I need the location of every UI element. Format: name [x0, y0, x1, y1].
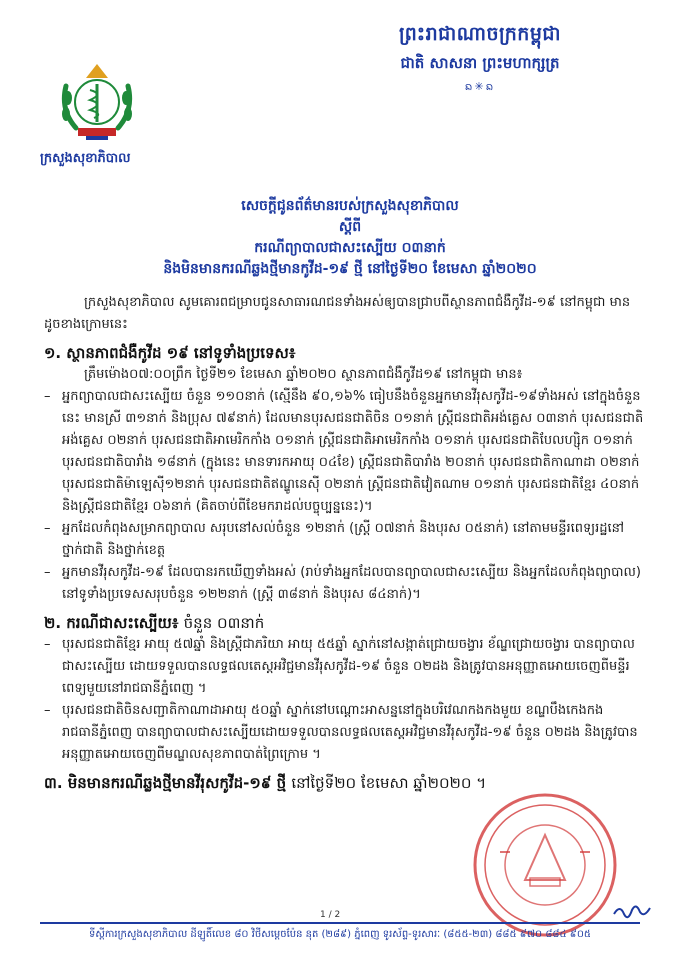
- intro-paragraph: ក្រសួងសុខាភិបាល សូមគោរពជម្រាបជូនសាធារណជនទាំងអស់ឲ្យបានជ្រាបពីស្ថានភាពជំងឺកូវីដ-១៩ នៅកម្ពុជា មានដូចខាងក្រោមនេះ: [44, 295, 631, 332]
- ministry-name: ក្រសួងសុខាភិបាល: [40, 151, 131, 166]
- ministry-logo-icon: [56, 58, 138, 146]
- section-2-heading-tail: ចំនួន ០៣នាក់: [183, 614, 265, 632]
- kingdom-title: ព្រះរាជាណាចក្រកម្ពុជា: [399, 23, 561, 45]
- section-1-lead: ត្រឹមម៉ោង០៧:០០ព្រឹក ថ្ងៃទី២១ ខែមេសា ឆ្នាំ២០២០ ស្ថានភាពជំងឺកូវីដ១៩ នៅកម្ពុជា មាន៖: [84, 367, 523, 382]
- section-1-heading: ១. ស្ថានភាពជំងឺកូវីដ ១៩ នៅទូទាំងប្រទេស៖: [44, 344, 296, 362]
- official-stamp-icon: [470, 790, 620, 940]
- page-number: 1 / 2: [320, 910, 341, 920]
- section-3-heading-label: ៣. មិនមានករណីឆ្លងថ្មីមានវីរុសកូវីដ-១៩ ថ្មី: [44, 774, 287, 792]
- section-3-heading-tail: នៅថ្ងៃទី២០ ខែមេសា ឆ្នាំ២០២០ ។: [291, 774, 487, 792]
- section-1-item-treatment: – អ្នកដែលកំពុងសម្រាកព្យាបាល សរុបនៅសល់ចំនួន ១២នាក់ (ស្ត្រី ០៧នាក់ និងបុរស ០៥នាក់) នៅតាមមន្ទីរពេទ្យរដ្ឋនៅថ្នាក់ជាតិ និងថ្នាក់ខេត្ត: [44, 518, 644, 562]
- section-2-heading: [44, 612, 644, 634]
- title-line-1: សេចក្តីជូនព័ត៌មានរបស់ក្រសួងសុខាភិបាល: [241, 198, 459, 214]
- national-motto: ជាតិ សាសនា ព្រះមហាក្សត្រ: [400, 54, 560, 72]
- section-2-item-canadian: – បុរសជនជាតិចិនសញ្ជាតិកាណាដាអាយុ ៥០ឆ្នាំ ស្នាក់នៅបណ្តោះអាសន្ននៅក្នុងបរិវេណកងកងមួយ ខណ្ឌបឹងកេងកង រាជធានីភ្នំពេញ បានព្យាបាលជាសះស្បើយដោយទទួលបានលទ្ធផលតេស្តអវិជ្ជមានវីរុសកូវីដ-១៩ ចំនួន ០២ដង និងត្រូវបានអនុញ្ញាតអោយចេញពីមណ្ឌលសុខភាពបាត់ព្រៃក្រោម ។: [44, 700, 644, 766]
- section-1-item-total: – អ្នកមានវីរុសកូវីដ-១៩ ដែលបានរកឃើញទាំងអស់ (រាប់ទាំងអ្នកដែលបានព្យាបាលជាសះស្បើយ និងអ្នកដែលកំពុងព្យាបាល) នៅទូទាំងប្រទេសសរុបចំនួន ១២២នាក់ (ស្ត្រី ៣៨នាក់ និងបុរស ៨៤នាក់)។: [44, 562, 644, 606]
- section-1-item-recovered: – អ្នកព្យាបាលជាសះស្បើយ ចំនួន ១១០នាក់ (ស្មើនឹង ៩០,១៦% ធៀបនឹងចំនួនអ្នកមានវីរុសកូវីដ-១៩ទាំងអស់ នៅក្នុងចំនួននេះ មានស្រី ៣១នាក់ និងប្រុស ៧៩នាក់) ដែលមានបុរសជនជាតិចិន ០១នាក់ ស្ត្រីជនជាតិអង់គ្លេស ០៣នាក់ បុរសជនជាតិអង់គ្លេស ០២នាក់ បុរសជនជាតិអាមេរិកកាំង ០១នាក់ ស្ត្រីជនជាតិអាមេរិកកាំង ០១នាក់ បុរសជនជាតិបែលហ្ស៊ិក ០១នាក់ បុរសជនជាតិបារាំង ១៨នាក់ (ក្នុងនេះ មានទារកអាយុ ០៤ខែ) ស្ត្រីជនជាតិបារាំង ២០នាក់ បុរសជនជាតិកាណាដា ០២នាក់ បុរសជនជាតិម៉ាឡេស៊ី១២នាក់ បុរសជនជាតិឥណ្ឌូនេស៊ី ០២នាក់ ស្ត្រីជនជាតិវៀតណាម ០១នាក់ បុរសជនជាតិខ្មែរ ៤០នាក់ និងស្ត្រីជនជាតិខ្មែរ ០៦នាក់ (គិតចាប់ពីខែមករាដល់បច្ចុប្បន្ននេះ)។: [44, 386, 644, 518]
- title-line-2: ស្តីពី: [338, 219, 362, 235]
- kingdom-header: [300, 22, 660, 96]
- section-2-heading-label: ២. ករណីជាសះស្បើយ៖: [44, 614, 179, 632]
- title-line-4: និងមិនមានករណីឆ្លងថ្មីមានកូវីដ-១៩ ថ្មី នៅថ្ងៃទី២០ ខែមេសា ឆ្នាំ២០២០: [163, 261, 537, 277]
- footer-divider: [40, 922, 640, 924]
- document-body: [44, 292, 644, 794]
- ornament: ᨦ✳ᨦ: [464, 80, 496, 93]
- signature-icon: [612, 900, 652, 922]
- section-2-item-couple: – បុរសជនជាតិខ្មែរ អាយុ ៥៧ឆ្នាំ និងស្ត្រីជាភរិយា អាយុ ៥៥ឆ្នាំ ស្នាក់នៅសង្កាត់ជ្រោយចង្វារ ខ័ណ្ឌជ្រោយចង្វារ បានព្យាបាលជាសះស្បើយ ដោយទទួលបានលទ្ធផលតេស្តអវិជ្ជមានវីរុសកូវីដ-១៩ ចំនួន ០២ដង និងត្រូវបានអនុញ្ញាតអោយចេញពីមន្ទីរពេទ្យមួយនៅរាជធានីភ្នំពេញ ។: [44, 634, 644, 700]
- footer-address: ទីស្តីការក្រសួងសុខាភិបាល ដីឡូតិ៍លេខ ៨០ វិថីសម្តេចប៉ែន នុត (២៨៩) ភ្នំពេញ ទូរស័ព្ទ-ទូរសារៈ (៨៥៥-២៣) ៨៨៥ ៩៧០ ៨៨៤ ៩០៥: [89, 929, 591, 940]
- press-release-title: [90, 196, 610, 280]
- title-line-3: ករណីព្យាបាលជាសះស្បើយ ០៣នាក់: [254, 240, 446, 256]
